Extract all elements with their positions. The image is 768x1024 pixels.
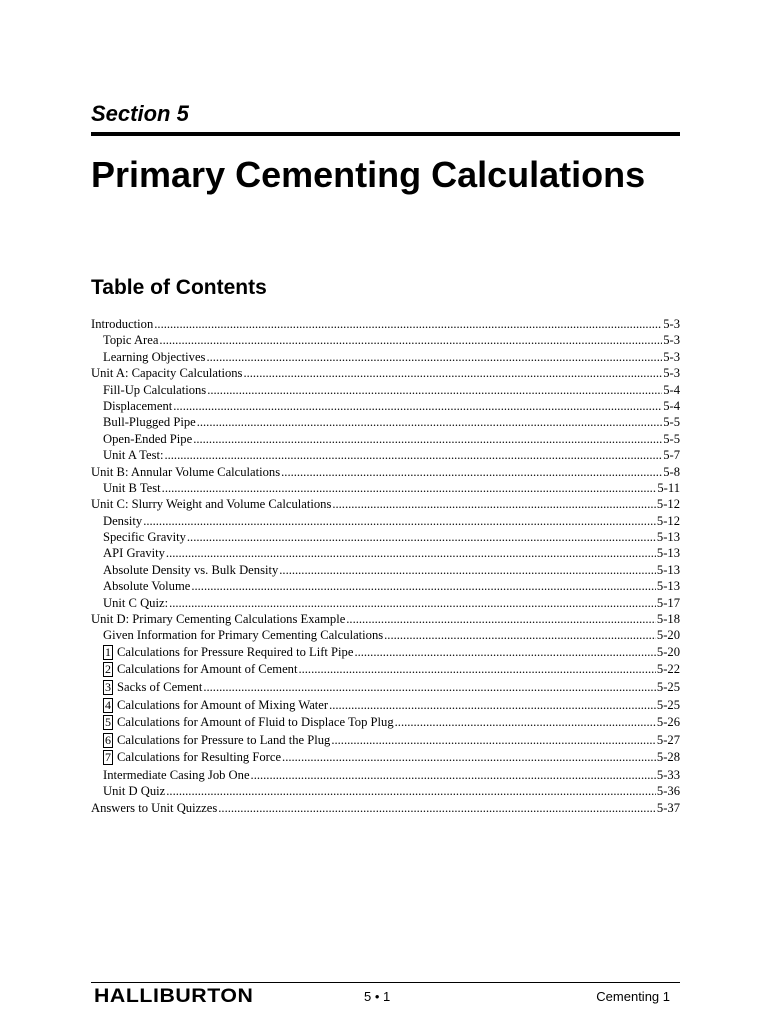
- toc-dot-leader: [162, 480, 657, 496]
- toc-entry[interactable]: [91, 365, 680, 381]
- toc-entry-title: Topic Area: [103, 333, 159, 348]
- toc-entry-title: Intermediate Casing Job One: [103, 767, 250, 782]
- toc-entry-title: Unit B: Annular Volume Calculations: [91, 464, 281, 479]
- halliburton-logo: HALLIBURTON: [94, 986, 254, 1007]
- toc-entry-page: 5-13: [656, 530, 680, 545]
- toc-entry-title: Unit C: Slurry Weight and Volume Calculations: [91, 497, 332, 512]
- toc-entry[interactable]: [91, 644, 680, 662]
- toc-dot-leader: [164, 447, 662, 463]
- toc-entry-page: 5-20: [656, 644, 680, 659]
- toc-entry-title: Calculations for Pressure Required to Lift Pipe: [117, 644, 354, 659]
- toc-entry-page: 5-22: [656, 662, 680, 677]
- toc-dot-leader: [329, 697, 656, 715]
- toc-entry[interactable]: [91, 464, 680, 480]
- toc-entry[interactable]: [91, 562, 680, 578]
- toc-entry-title: Unit A: Capacity Calculations: [91, 366, 243, 381]
- footer-divider: [91, 982, 680, 983]
- toc-dot-leader: [251, 767, 656, 783]
- toc-entry-title: Bull-Plugged Pipe: [103, 415, 196, 430]
- toc-entry[interactable]: [91, 496, 680, 512]
- toc-entry-title: Absolute Density vs. Bulk Density: [103, 562, 279, 577]
- toc-heading: Table of Contents: [91, 276, 267, 299]
- toc-dot-leader: [281, 464, 662, 480]
- toc-entry-title: Answers to Unit Quizzes: [91, 800, 218, 815]
- toc-entry[interactable]: [91, 447, 680, 463]
- toc-entry[interactable]: [91, 431, 680, 447]
- toc-entry-title: Unit D: Primary Cementing Calculations Example: [91, 612, 346, 627]
- toc-dot-leader: [197, 414, 662, 430]
- toc-entry-page: 5-3: [663, 333, 680, 348]
- toc-entry[interactable]: [91, 732, 680, 750]
- footer-book-title: Cementing 1: [596, 989, 670, 1004]
- toc-entry-title: Introduction: [91, 317, 154, 331]
- toc-entry-page: 5-11: [657, 480, 680, 495]
- table-of-contents: [91, 316, 680, 816]
- toc-entry-title: Fill-Up Calculations: [103, 382, 207, 397]
- toc-entry-title: API Gravity: [103, 546, 165, 561]
- toc-entry-page: 5-13: [656, 546, 680, 561]
- toc-dot-leader: [346, 611, 656, 627]
- section-label: Section 5: [91, 101, 189, 126]
- step-number-box: 6: [105, 732, 111, 747]
- toc-entry-page: 5-13: [656, 562, 680, 577]
- toc-dot-leader: [154, 316, 662, 332]
- toc-entry[interactable]: [91, 480, 680, 496]
- toc-entry-page: 5-4: [663, 382, 680, 397]
- toc-entry-page: 5-28: [656, 750, 680, 765]
- toc-entry-page: 5-17: [656, 595, 680, 610]
- toc-entry-title: Density: [103, 513, 143, 528]
- toc-entry-page: 5-3: [663, 317, 680, 331]
- toc-entry-title: Calculations for Amount of Mixing Water: [117, 697, 329, 712]
- toc-dot-leader: [279, 562, 656, 578]
- toc-entry-page: 5-26: [656, 715, 680, 730]
- step-number-box: 2: [105, 662, 111, 677]
- toc-entry-title: Absolute Volume: [103, 579, 191, 594]
- toc-entry[interactable]: [91, 382, 680, 398]
- toc-entry[interactable]: [91, 611, 680, 627]
- toc-dot-leader: [169, 595, 656, 611]
- toc-entry-title: Given Information for Primary Cementing Calculations: [103, 628, 384, 643]
- toc-dot-leader: [218, 800, 656, 816]
- toc-entry[interactable]: [91, 783, 680, 799]
- toc-entry-title: Calculations for Amount of Cement: [117, 662, 298, 677]
- toc-entry-title: Sacks of Cement: [117, 680, 203, 694]
- toc-entry[interactable]: [91, 595, 680, 611]
- toc-dot-leader: [166, 783, 656, 799]
- toc-entry-page: 5-36: [656, 784, 680, 799]
- toc-entry-page: 5-37: [656, 800, 680, 815]
- toc-entry-title: Displacement: [103, 398, 173, 413]
- toc-entry-title: Calculations for Pressure to Land the Plug: [117, 732, 331, 747]
- toc-entry-page: 5-5: [663, 415, 680, 430]
- toc-entry-title: Calculations for Amount of Fluid to Displace Top Plug: [117, 715, 394, 730]
- toc-entry[interactable]: [91, 697, 680, 715]
- toc-dot-leader: [282, 749, 656, 767]
- toc-entry-title: Calculations for Resulting Force: [117, 750, 282, 765]
- step-number-box: 7: [105, 750, 111, 765]
- toc-dot-leader: [206, 349, 662, 365]
- toc-entry[interactable]: [91, 316, 680, 332]
- toc-entry[interactable]: [91, 749, 680, 767]
- toc-dot-leader: [207, 382, 662, 398]
- toc-entry-title: Unit C Quiz:: [103, 595, 169, 610]
- toc-entry-title: Unit D Quiz: [103, 784, 166, 799]
- toc-entry[interactable]: [91, 349, 680, 365]
- toc-entry-page: 5-25: [656, 680, 680, 694]
- step-number-box: 5: [105, 715, 111, 730]
- toc-dot-leader: [243, 365, 662, 381]
- toc-entry-page: 5-7: [663, 448, 680, 463]
- toc-dot-leader: [203, 679, 656, 697]
- toc-dot-leader: [159, 332, 662, 348]
- toc-entry[interactable]: [91, 714, 680, 732]
- toc-entry[interactable]: [91, 679, 680, 697]
- step-number-box: 4: [105, 697, 111, 712]
- toc-entry[interactable]: [91, 578, 680, 594]
- toc-entry-title: Unit A Test:: [103, 448, 164, 463]
- toc-entry-page: 5-25: [656, 697, 680, 712]
- toc-dot-leader: [166, 545, 656, 561]
- toc-entry[interactable]: [91, 545, 680, 561]
- toc-entry-title: Learning Objectives: [103, 349, 206, 364]
- page-title: Primary Cementing Calculations: [91, 154, 646, 195]
- toc-entry-page: 5-12: [656, 513, 680, 528]
- toc-dot-leader: [191, 578, 656, 594]
- toc-entry-page: 5-33: [656, 767, 680, 782]
- toc-dot-leader: [332, 496, 656, 512]
- step-number-box: 3: [105, 680, 111, 694]
- toc-entry[interactable]: [91, 661, 680, 679]
- toc-entry[interactable]: [91, 767, 680, 783]
- toc-entry[interactable]: [91, 800, 680, 816]
- toc-entry[interactable]: [91, 414, 680, 430]
- toc-entry-page: 5-27: [656, 732, 680, 747]
- toc-entry-page: 5-12: [656, 497, 680, 512]
- toc-entry-title: Unit B Test: [103, 480, 161, 495]
- toc-entry[interactable]: [91, 332, 680, 348]
- toc-entry[interactable]: [91, 398, 680, 414]
- toc-dot-leader: [173, 398, 662, 414]
- toc-entry-page: 5-5: [663, 431, 680, 446]
- toc-entry-title: Open-Ended Pipe: [103, 431, 193, 446]
- step-number-box: 1: [105, 644, 111, 659]
- toc-entry-page: 5-18: [656, 612, 680, 627]
- toc-dot-leader: [143, 513, 656, 529]
- toc-entry-page: 5-8: [663, 464, 680, 479]
- footer-page-number: 5 • 1: [364, 989, 391, 1004]
- toc-entry-page: 5-4: [663, 398, 680, 413]
- toc-entry-page: 5-20: [656, 628, 680, 643]
- toc-entry-page: 5-3: [663, 349, 680, 364]
- toc-dot-leader: [187, 529, 656, 545]
- toc-entry-page: 5-13: [656, 579, 680, 594]
- toc-dot-leader: [298, 661, 655, 679]
- toc-entry-page: 5-3: [663, 366, 680, 381]
- toc-entry[interactable]: [91, 513, 680, 529]
- toc-dot-leader: [384, 627, 656, 643]
- toc-entry[interactable]: [91, 627, 680, 643]
- toc-entry[interactable]: [91, 529, 680, 545]
- toc-dot-leader: [354, 644, 655, 662]
- toc-dot-leader: [193, 431, 662, 447]
- toc-dot-leader: [395, 714, 656, 732]
- toc-entry-title: Specific Gravity: [103, 530, 186, 545]
- toc-dot-leader: [331, 732, 656, 750]
- title-divider: [91, 132, 680, 136]
